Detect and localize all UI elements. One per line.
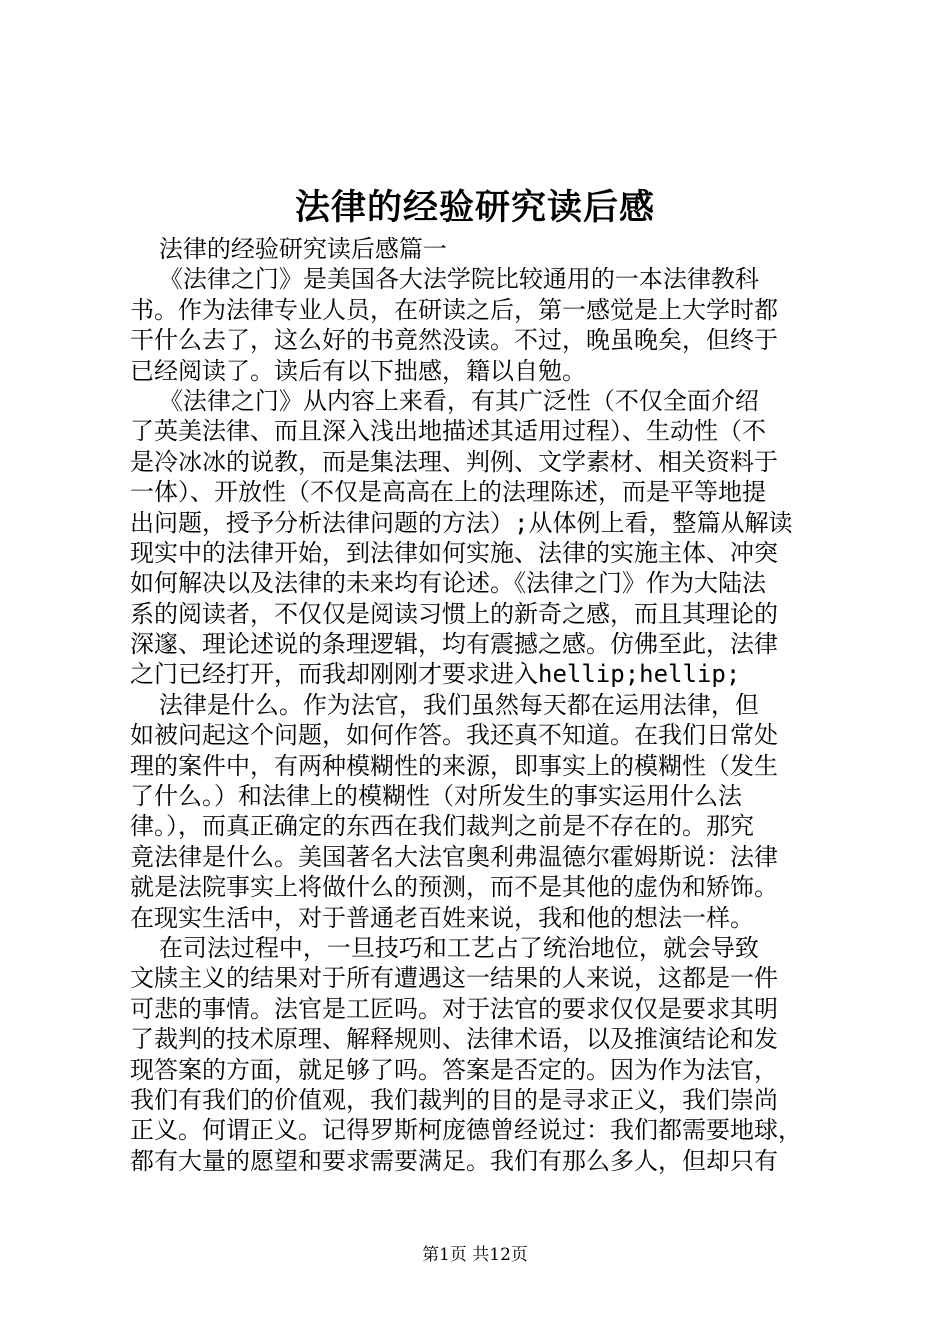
body-line: 可悲的事情。法官是工匠吗。对于法官的要求仅仅是要求其明 [130, 994, 778, 1023]
body-line: 在司法过程中，一旦技巧和工艺占了统治地位，就会导致 [130, 933, 759, 962]
body-line: 都有大量的愿望和要求需要满足。我们有那么多人，但却只有 [130, 1146, 778, 1175]
body-line: 了裁判的技术原理、解释规则、法律术语，以及推演结论和发 [130, 1025, 778, 1054]
body-line: 我们有我们的价值观，我们裁判的目的是寻求正义，我们崇尚 [130, 1085, 778, 1114]
body-line: 法律的经验研究读后感篇一 [130, 235, 447, 263]
body-line: 正义。何谓正义。记得罗斯柯庞德曾经说过：我们都需要地球， [130, 1116, 802, 1145]
body-line: 了什么。）和法律上的模糊性（对所发生的事实运用什么法 [130, 782, 742, 811]
body-line: 《法律之门》是美国各大法学院比较通用的一本法律教科 [130, 265, 759, 294]
body-line: 书。作为法律专业人员，在研读之后，第一感觉是上大学时都 [130, 295, 778, 324]
body-line: 如何解决以及法律的未来均有论述。《法律之门》作为大陆法 [130, 569, 766, 598]
body-line: 如被问起这个问题，如何作答。我还真不知道。在我们日常处 [130, 721, 778, 750]
body-line: 《法律之门》从内容上来看，有其广泛性（不仅全面介绍 [130, 386, 759, 415]
body-line: 是冷冰冰的说教，而是集法理、判例、文学素材、相关资料于 [130, 447, 778, 476]
body-line: 现实中的法律开始，到法律如何实施、法律的实施主体、冲突 [130, 538, 778, 567]
body-line: 理的案件中，有两种模糊性的来源，即事实上的模糊性（发生 [130, 751, 778, 780]
body-line: 在现实生活中，对于普通老百姓来说，我和他的想法一样。 [130, 903, 754, 932]
body-line: 现答案的方面，就足够了吗。答案是否定的。因为作为法官， [130, 1055, 778, 1084]
body-line: 文牍主义的结果对于所有遭遇这一结果的人来说，这都是一件 [130, 964, 778, 993]
body-line: 了英美法律、而且深入浅出地描述其适用过程）、生动性（不 [130, 417, 766, 446]
body-line: 竟法律是什么。美国著名大法官奥利弗温德尔霍姆斯说：法律 [130, 842, 778, 871]
body-line: 律。），而真正确定的东西在我们裁判之前是不存在的。那究 [130, 812, 754, 841]
body-line: 之门已经打开，而我却刚刚才要求进入hellip;hellip; [130, 660, 741, 689]
body-line: 出问题，授予分析法律问题的方法）;从体例上看，整篇从解读 [130, 508, 793, 537]
page-footer: 第1页 共12页 [422, 1245, 528, 1265]
document-title: 法律的经验研究读后感 [294, 187, 655, 228]
body-line: 就是法院事实上将做什么的预测，而不是其他的虚伪和矫饰。 [130, 873, 778, 902]
body-line: 法律是什么。作为法官，我们虽然每天都在运用法律，但 [130, 690, 759, 719]
body-line: 深邃、理论述说的条理逻辑，均有震撼之感。仿佛至此，法律 [130, 630, 778, 659]
body-line: 已经阅读了。读后有以下拙感，籍以自勉。 [130, 356, 586, 385]
body-line: 系的阅读者，不仅仅是阅读习惯上的新奇之感，而且其理论的 [130, 599, 778, 628]
body-line: 干什么去了，这么好的书竟然没读。不过，晚虽晚矣，但终于 [130, 326, 778, 355]
body-line: 一体）、开放性（不仅是高高在上的法理陈述，而是平等地提 [130, 478, 766, 507]
document-body [130, 234, 830, 1176]
